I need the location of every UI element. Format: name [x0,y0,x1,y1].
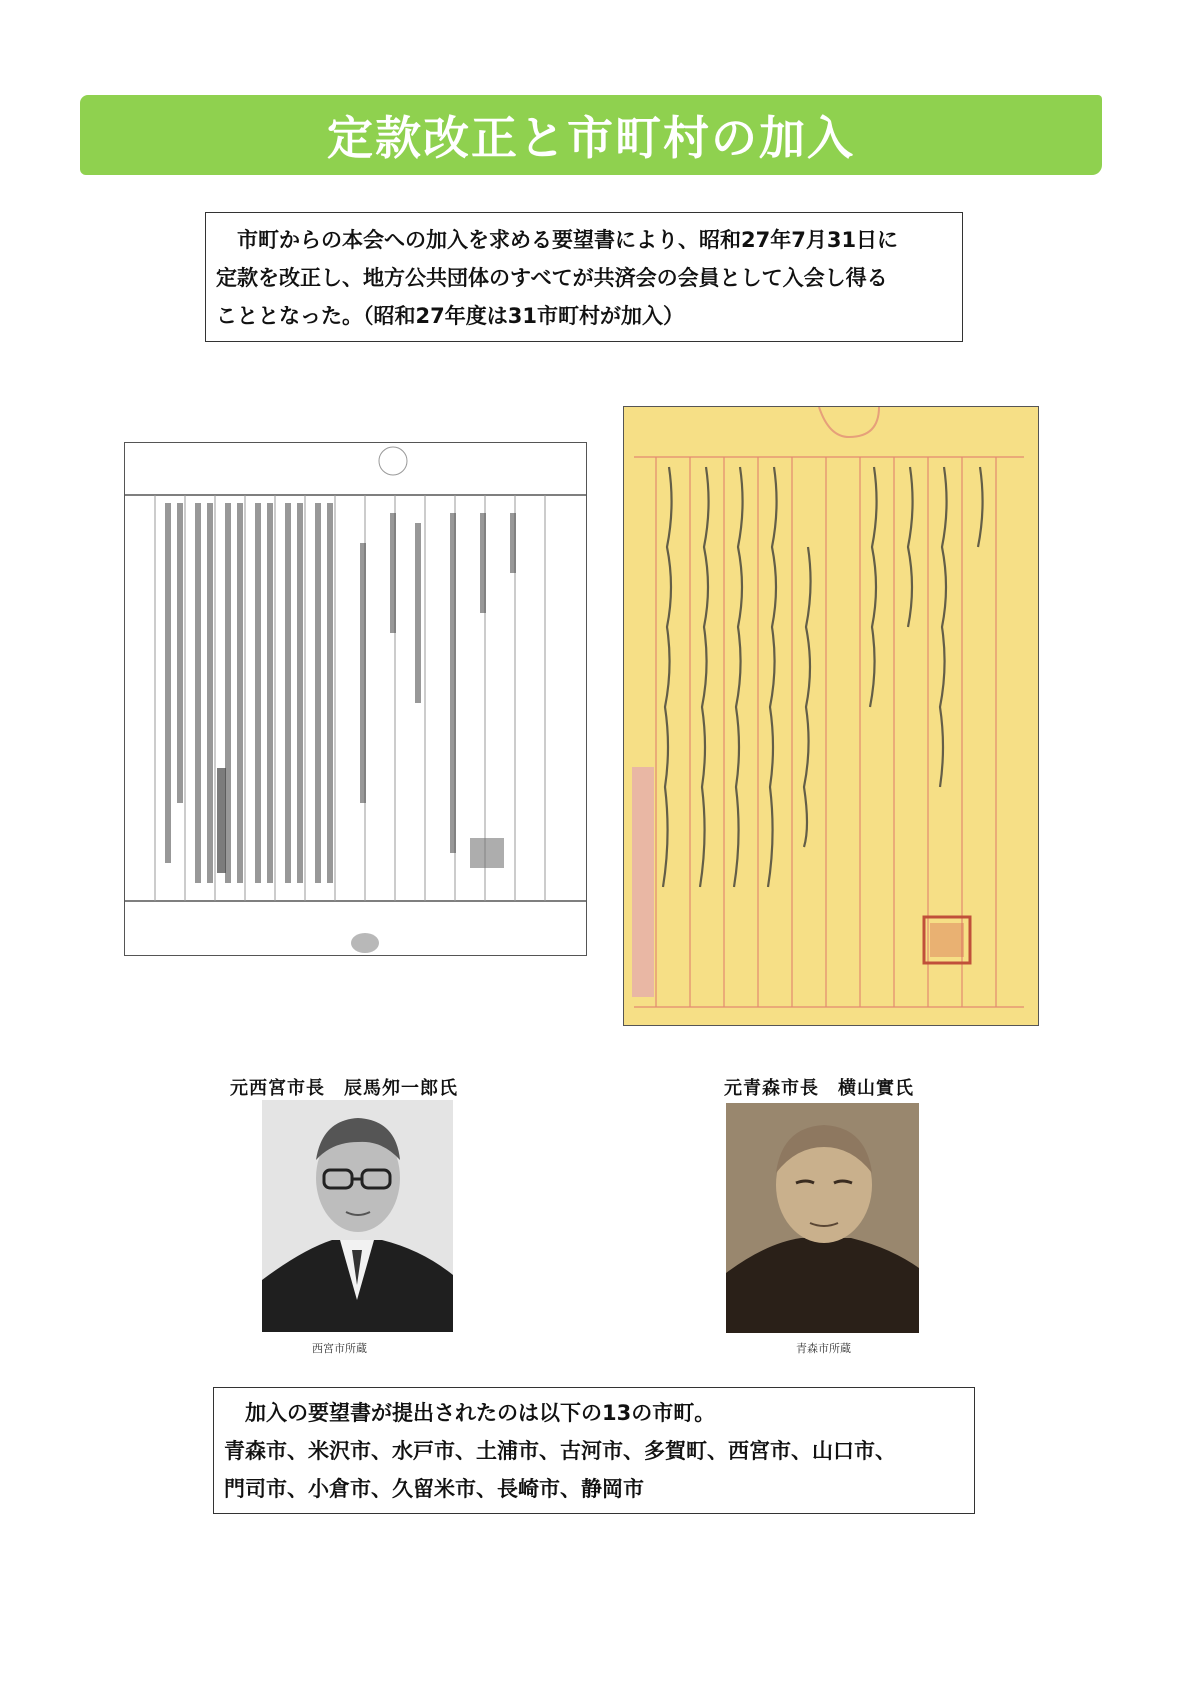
left-photo-caption: 元西宮市長 辰馬夘一郎氏 [230,1078,458,1099]
intro-line: 市町からの本会への加入を求める要望書により、昭和27年7月31日に [216,228,899,252]
typed-document-scan [125,443,586,955]
page-title: 定款改正と市町村の加入 [327,111,855,165]
intro-text-box [205,212,963,342]
intro-line: 定款を改正し、地方公共団体のすべてが共済会の会員として入会し得る [216,266,888,290]
right-photo-caption: 元青森市長 横山實氏 [724,1078,914,1099]
intro-line: こととなった。（昭和27年度は31市町村が加入） [216,304,684,328]
members-line: 門司市、小倉市、久留米市、長崎市、静岡市 [224,1477,644,1501]
members-text-box [213,1387,975,1514]
left-photo-credit: 西宮市所蔵 [312,1342,367,1355]
members-line: 加入の要望書が提出されたのは以下の13の市町。 [224,1401,716,1425]
right-photo-credit: 青森市所蔵 [796,1342,851,1355]
portrait-tatsuma [262,1100,453,1332]
aomori-request-document [623,406,1039,1026]
members-line: 青森市、米沢市、水戸市、土浦市、古河市、多賀町、西宮市、山口市、 [224,1439,896,1463]
portrait-photo [726,1103,919,1333]
nishinomiya-request-document [124,442,587,956]
handwritten-document-scan [624,407,1038,1025]
portrait-yokoyama [726,1103,919,1333]
title-banner [80,95,1102,175]
portrait-photo [262,1100,453,1332]
